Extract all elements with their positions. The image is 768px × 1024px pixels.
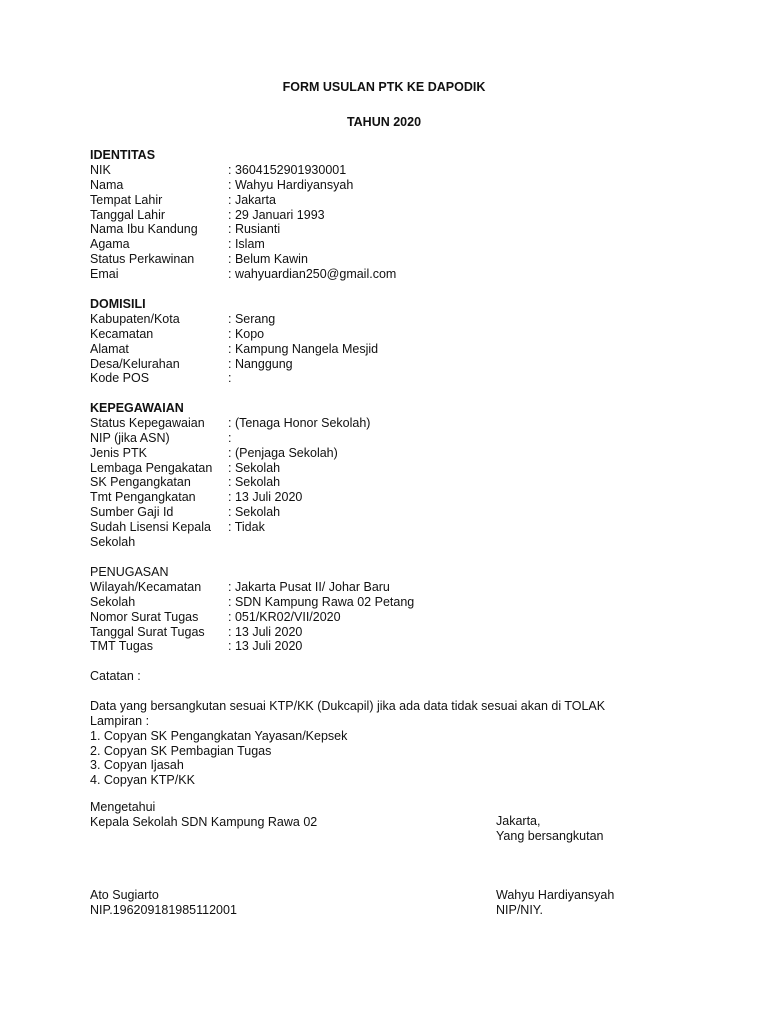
field-value: : Wahyu Hardiyansyah — [228, 177, 354, 192]
field-value: : Kopo — [228, 326, 265, 341]
lampiran-item: 1. Copyan SK Pengangkatan Yayasan/Kepsek — [90, 728, 348, 743]
kepala-sekolah-label: Kepala Sekolah SDN Kampung Rawa 02 — [90, 814, 318, 829]
field-row-sumber-gaji — [90, 505, 690, 520]
field-row-nik — [90, 163, 690, 178]
field-value: : 13 Juli 2020 — [228, 639, 303, 654]
field-row-lembaga — [90, 461, 690, 476]
field-row-sekolah — [90, 595, 690, 610]
field-label: Status Perkawinan — [90, 252, 195, 267]
field-row-kode-pos — [90, 371, 690, 386]
field-value: : Jakarta — [228, 192, 276, 207]
section-heading-domisili: DOMISILI — [90, 297, 146, 311]
field-label: Tanggal Surat Tugas — [90, 624, 205, 639]
field-row-kecamatan — [90, 327, 690, 342]
field-label: Lembaga Pengakatan — [90, 460, 213, 475]
signature-left-name-block — [90, 888, 237, 918]
yang-bersangkutan-label: Yang bersangkutan — [496, 828, 604, 843]
field-label: Agama — [90, 237, 130, 252]
field-label: Sekolah — [90, 594, 136, 609]
field-row-wilayah — [90, 580, 690, 595]
statement-text: Data yang bersangkutan sesuai KTP/KK (Dukcapil) jika ada data tidak sesuai akan di TOLAK — [90, 698, 606, 713]
field-value: : — [228, 371, 232, 386]
section-heading-kepegawaian: KEPEGAWAIAN — [90, 401, 184, 415]
field-row-status-perkawinan — [90, 252, 690, 267]
field-value: : Sekolah — [228, 475, 281, 490]
field-label: SK Pengangkatan — [90, 475, 191, 490]
field-value: : 13 Juli 2020 — [228, 624, 303, 639]
field-value: : 13 Juli 2020 — [228, 490, 303, 505]
field-row-lisensi — [90, 520, 690, 550]
field-row-nip — [90, 431, 690, 446]
field-label: Status Kepegawaian — [90, 415, 205, 430]
signer-name-right: Wahyu Hardiyansyah — [496, 888, 615, 902]
spacer — [90, 684, 690, 699]
field-value: : 051/KR02/VII/2020 — [228, 609, 341, 624]
place-label: Jakarta, — [496, 814, 541, 828]
field-row-tanggal-surat — [90, 625, 690, 640]
field-label: Sumber Gaji Id — [90, 505, 174, 520]
section-kepegawaian — [90, 401, 690, 550]
lampiran-item: 4. Copyan KTP/KK — [90, 773, 195, 788]
field-value: : SDN Kampung Rawa 02 Petang — [228, 594, 415, 609]
section-heading-identitas: IDENTITAS — [90, 148, 156, 162]
field-row-sk-pengangkatan — [90, 475, 690, 490]
signature-left — [90, 800, 470, 830]
field-label: Tanggal Lahir — [90, 207, 166, 222]
field-row-alamat — [90, 342, 690, 357]
field-row-email — [90, 267, 690, 282]
form-year: TAHUN 2020 — [346, 115, 422, 129]
field-value: : (Penjaga Sekolah) — [228, 445, 338, 460]
notes-section — [90, 669, 690, 788]
signer-name-left: Ato Sugiarto — [90, 888, 159, 902]
field-row-tmt-tugas — [90, 639, 690, 654]
field-row-nomor-surat — [90, 610, 690, 625]
lampiran-heading: Lampiran : — [90, 713, 150, 728]
field-value: : wahyuardian250@gmail.com — [228, 267, 397, 282]
field-value: : Nanggung — [228, 356, 293, 371]
field-label: Alamat — [90, 341, 129, 356]
field-label: Kode POS — [90, 371, 150, 386]
field-value: : Kampung Nangela Mesjid — [228, 341, 379, 356]
field-row-nama — [90, 178, 690, 193]
section-penugasan — [90, 565, 690, 654]
lampiran-item: 2. Copyan SK Pembagian Tugas — [90, 743, 272, 758]
signature-right-name-block — [496, 888, 614, 918]
field-label: TMT Tugas — [90, 639, 153, 654]
lampiran-item: 3. Copyan Ijasah — [90, 758, 184, 773]
field-value: : Jakarta Pusat II/ Johar Baru — [228, 579, 390, 594]
field-row-tempat-lahir — [90, 193, 690, 208]
field-label: Sudah Lisensi Kepala Sekolah — [90, 520, 211, 550]
field-value: : Rusianti — [228, 222, 281, 237]
field-value: : — [228, 430, 232, 445]
field-label: Wilayah/Kecamatan — [90, 579, 202, 594]
field-label: NIP (jika ASN) — [90, 430, 170, 445]
signer-id-right: NIP/NIY. — [496, 902, 544, 917]
field-value: : Tidak — [228, 520, 265, 535]
form-title: FORM USULAN PTK KE DAPODIK — [282, 80, 486, 94]
field-row-kabupaten — [90, 312, 690, 327]
field-label: Desa/Kelurahan — [90, 356, 180, 371]
field-label: Nama — [90, 177, 124, 192]
field-value: : Belum Kawin — [228, 252, 308, 267]
field-label: Tempat Lahir — [90, 192, 163, 207]
field-row-agama — [90, 237, 690, 252]
field-row-tmt-pengangkatan — [90, 490, 690, 505]
field-label: Kecamatan — [90, 326, 154, 341]
field-row-status-kepegawaian — [90, 416, 690, 431]
field-value: : Serang — [228, 311, 276, 326]
mengetahui-label: Mengetahui — [90, 800, 156, 814]
signature-right — [496, 814, 746, 844]
field-label: NIK — [90, 162, 111, 177]
field-label: Emai — [90, 267, 119, 282]
field-label: Nama Ibu Kandung — [90, 222, 198, 237]
field-value: : (Tenaga Honor Sekolah) — [228, 415, 371, 430]
section-heading-penugasan: PENUGASAN — [90, 565, 169, 579]
field-value: : 3604152901930001 — [228, 162, 347, 177]
field-row-jenis-ptk — [90, 446, 690, 461]
field-value: : Sekolah — [228, 505, 281, 520]
signer-id-left: NIP.196209181985112001 — [90, 902, 237, 917]
field-value: : Islam — [228, 237, 265, 252]
section-domisili — [90, 297, 690, 386]
field-label: Tmt Pengangkatan — [90, 490, 196, 505]
field-value: : 29 Januari 1993 — [228, 207, 325, 222]
field-value: : Sekolah — [228, 460, 281, 475]
field-row-tanggal-lahir — [90, 208, 690, 223]
section-identitas — [90, 148, 690, 282]
field-row-nama-ibu — [90, 222, 690, 237]
field-label: Kabupaten/Kota — [90, 311, 180, 326]
catatan-label: Catatan : — [90, 669, 141, 683]
field-row-desa — [90, 357, 690, 372]
field-label: Nomor Surat Tugas — [90, 609, 199, 624]
field-label: Jenis PTK — [90, 445, 147, 460]
